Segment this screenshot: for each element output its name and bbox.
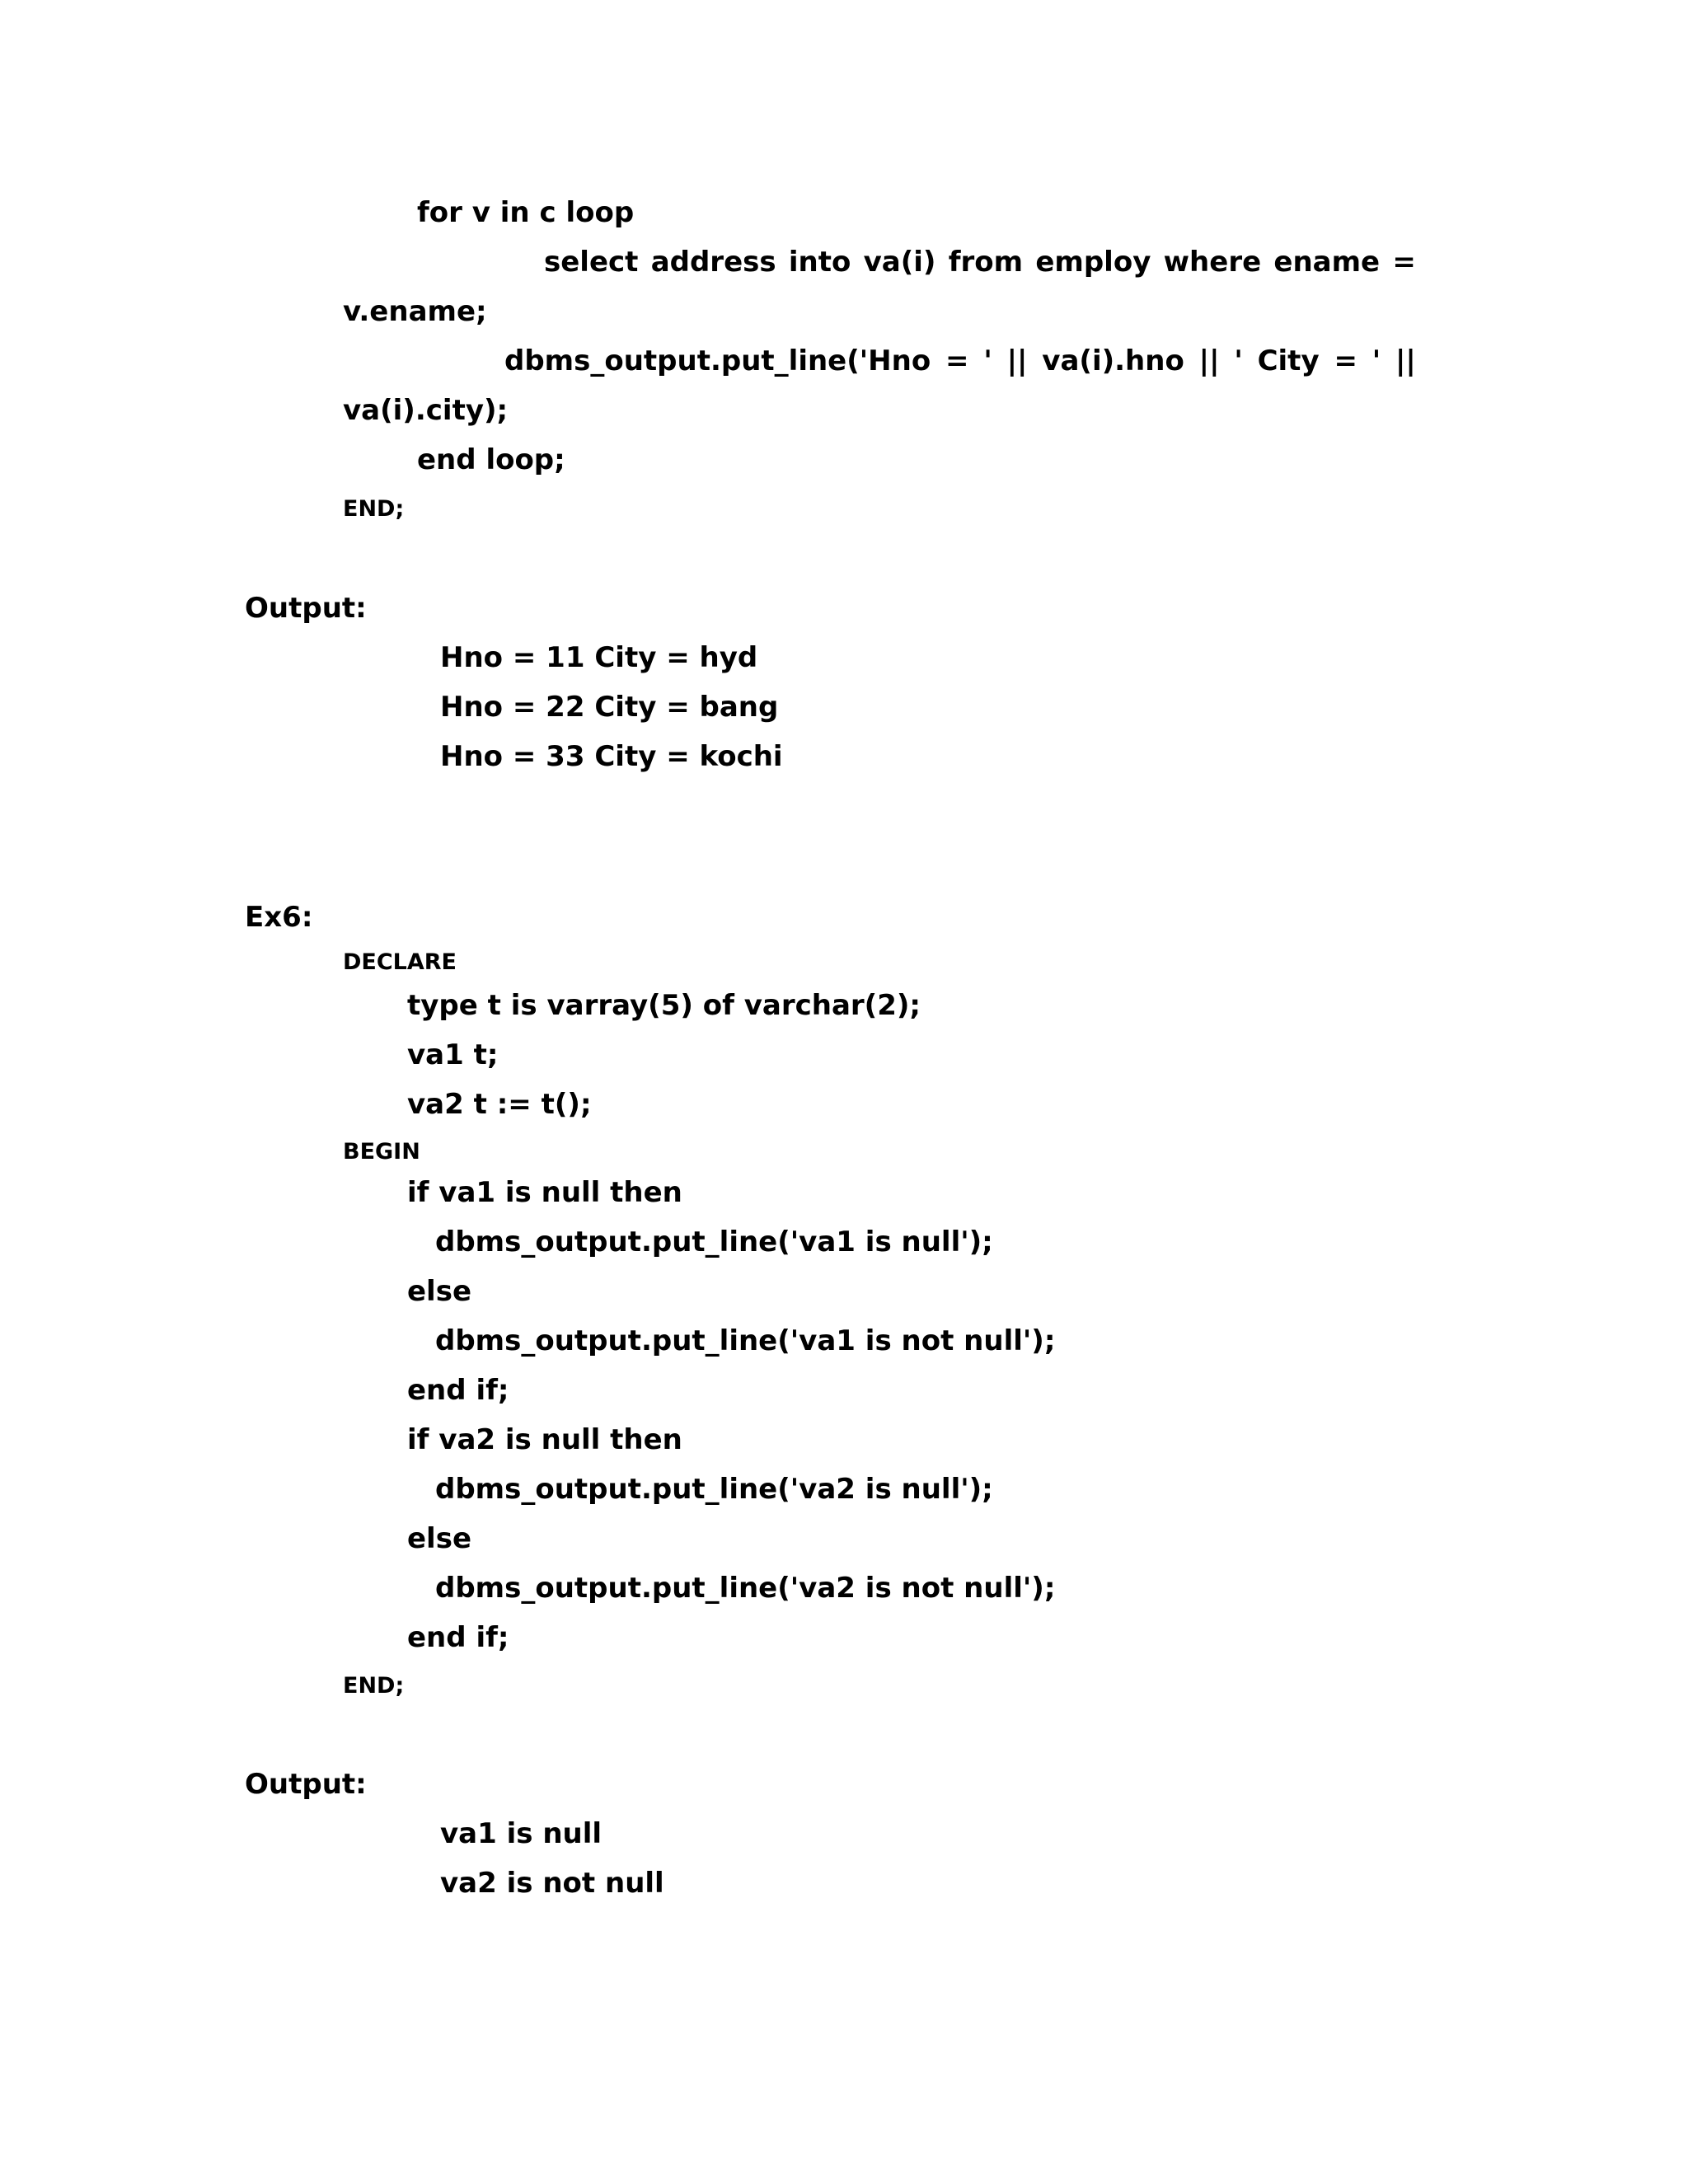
code-word: ||: [1395, 344, 1416, 377]
output-line: va1 is null: [440, 1817, 603, 1850]
code-line: end if;: [407, 1374, 509, 1407]
code-word: ename: [1273, 246, 1381, 279]
code-word: select: [544, 246, 639, 279]
code-line: if va2 is null then: [407, 1423, 682, 1456]
output-heading: Output:: [245, 1768, 367, 1801]
code-word: into: [788, 246, 851, 279]
code-word: va(i): [863, 246, 936, 279]
output-heading: Output:: [245, 592, 367, 625]
code-word: where: [1163, 246, 1262, 279]
code-line: end loop;: [417, 443, 565, 476]
code-line: va2 t := t();: [407, 1088, 592, 1121]
output-line: Hno = 11 City = hyd: [440, 641, 758, 674]
code-word: address: [650, 246, 776, 279]
code-word: City: [1257, 344, 1320, 377]
code-word: ': [1372, 344, 1381, 377]
code-keyword: END;: [343, 496, 405, 522]
code-line: v.ename;: [343, 295, 487, 328]
code-word: =: [1334, 344, 1357, 377]
output-line: va2 is not null: [440, 1867, 664, 1900]
code-line: dbms_output.put_line('va2 is null');: [435, 1473, 993, 1506]
code-word: va(i).hno: [1042, 344, 1184, 377]
code-word: ||: [1006, 344, 1028, 377]
code-line: va(i).city);: [343, 394, 509, 427]
code-line: else: [407, 1522, 472, 1555]
code-word: ||: [1198, 344, 1220, 377]
code-line: for v in c loop: [417, 196, 635, 229]
code-word: from: [948, 246, 1024, 279]
code-word: =: [945, 344, 969, 377]
code-word: =: [1392, 246, 1416, 279]
code-line: va1 t;: [407, 1038, 499, 1071]
code-line-justified: [504, 344, 1416, 377]
code-word: ': [1234, 344, 1243, 377]
code-line: dbms_output.put_line('va2 is not null');: [435, 1572, 1056, 1605]
code-line: else: [407, 1275, 472, 1308]
code-word: employ: [1035, 246, 1151, 279]
code-keyword: END;: [343, 1673, 405, 1699]
code-line: dbms_output.put_line('va1 is null');: [435, 1226, 993, 1258]
code-keyword: BEGIN: [343, 1139, 420, 1165]
code-line: dbms_output.put_line('va1 is not null');: [435, 1324, 1056, 1357]
code-line: if va1 is null then: [407, 1176, 682, 1209]
output-line: Hno = 33 City = kochi: [440, 740, 783, 773]
code-word: ': [983, 344, 992, 377]
code-keyword: DECLARE: [343, 949, 457, 975]
code-word: dbms_output.put_line('Hno: [504, 344, 931, 377]
code-line: end if;: [407, 1621, 509, 1654]
output-line: Hno = 22 City = bang: [440, 691, 779, 724]
code-line: type t is varray(5) of varchar(2);: [407, 989, 921, 1022]
example-heading: Ex6:: [245, 901, 313, 934]
code-line-justified: [544, 246, 1416, 279]
